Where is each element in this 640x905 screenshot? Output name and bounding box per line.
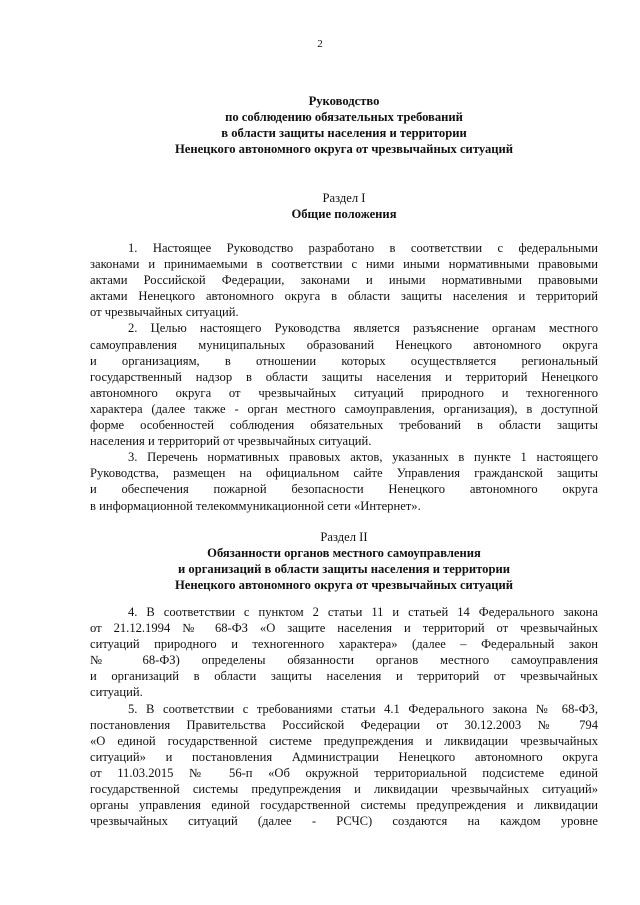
paragraph-line: населения и территорий от чрезвычайных ситуаций. (90, 434, 372, 449)
paragraph-line: форме особенностей соблюдения обязательных требований в области защиты (90, 418, 598, 433)
title-line: Руководство (308, 94, 380, 108)
document-title (90, 93, 598, 157)
section-1-body (90, 240, 598, 514)
paragraph-line: от 11.03.2015 № 56-п «Об окружной территориальной подсистеме единой (90, 765, 598, 780)
section-number: Раздел I (322, 191, 366, 205)
paragraph-line: и обеспечения пожарной безопасности Ненецкого автономного округа (90, 482, 598, 497)
paragraph-line: 5. В соответствии с требованиями статьи 4.1 Федерального закона № 68-ФЗ, (128, 701, 598, 716)
paragraph-line: и организаций в области защиты населения и территорий от чрезвычайных (90, 669, 598, 684)
paragraph-line: постановления Правительства Российской Федерации от 30.12.2003 № 794 (90, 717, 598, 732)
title-line: Ненецкого автономного округа от чрезвычайных ситуаций (174, 142, 514, 156)
title-line: по соблюдению обязательных требований (225, 110, 463, 124)
section-2-body (90, 604, 598, 829)
paragraph-line: актами Российской Федерации, законами и иными нормативными правовыми (90, 273, 598, 288)
section-name: Обязанности органов местного самоуправления (207, 546, 481, 560)
paragraph-line: характера (далее также - орган местного самоуправления, организация), в доступной (90, 401, 598, 416)
paragraph-line: чрезвычайных ситуаций (далее - РСЧС) создаются на каждом уровне (90, 814, 598, 829)
paragraph-line: 1. Настоящее Руководство разработано в соответствии с федеральными (128, 241, 598, 255)
paragraph-line: актами Ненецкого автономного округа в области защиты населения и территорий (90, 289, 598, 304)
section-2-heading (90, 529, 598, 593)
paragraph-line: от 21.12.1994 № 68-ФЗ «О защите населения и территорий от чрезвычайных (90, 621, 598, 636)
paragraph-line: и организациям, в отношении которых осуществляется региональный (90, 353, 598, 368)
paragraph-line: ситуаций природного и техногенного характера» (далее – Федеральный закон (90, 637, 598, 652)
paragraph-line: № 68-ФЗ) определены обязанности органов местного самоуправления (90, 653, 598, 668)
paragraph-line: в информационной телекоммуникационной сети «Интернет». (90, 498, 421, 513)
paragraph-line: самоуправления муниципальных образований Ненецкого автономного округа (90, 337, 598, 352)
section-number: Раздел II (320, 530, 368, 544)
paragraph-line: органы управления единой государственной системы предупреждения и ликвидации (90, 798, 598, 813)
paragraph-line: государственный надзор в области защиты населения и территорий Ненецкого (90, 369, 598, 384)
page-number: 2 (317, 38, 323, 50)
section-name: Общие положения (291, 207, 397, 221)
paragraph-line: от чрезвычайных ситуаций. (90, 305, 239, 320)
paragraph-line: государственной системы предупреждения и ликвидации чрезвычайных ситуаций» (90, 782, 598, 797)
paragraph-line: 2. Целью настоящего Руководства является разъяснение органам местного (128, 321, 598, 336)
paragraph-line: 3. Перечень нормативных правовых актов, указанных в пункте 1 настоящего (128, 450, 598, 465)
paragraph-line: Руководства, размещен на официальном сайте Управления гражданской защиты (90, 466, 598, 481)
paragraph-line: «О единой государственной системе предупреждения и ликвидации чрезвычайных (90, 733, 598, 748)
paragraph-line: 4. В соответствии с пунктом 2 статьи 11 и статьей 14 Федерального закона (128, 605, 598, 619)
paragraph-line: законами и принимаемыми в соответствии с ними иными нормативными правовыми (90, 257, 598, 272)
section-name: Ненецкого автономного округа от чрезвычайных ситуаций (174, 578, 514, 592)
paragraph-line: ситуаций» и постановления Администрации Ненецкого автономного округа (90, 749, 598, 764)
section-1-heading (90, 190, 598, 222)
paragraph-line: ситуаций. (90, 685, 143, 700)
paragraph-line: автономного округа от чрезвычайных ситуаций природного и техногенного (90, 385, 598, 400)
section-name: и организаций в области защиты населения и территории (178, 562, 510, 576)
title-line: в области защиты населения и территории (221, 126, 467, 140)
